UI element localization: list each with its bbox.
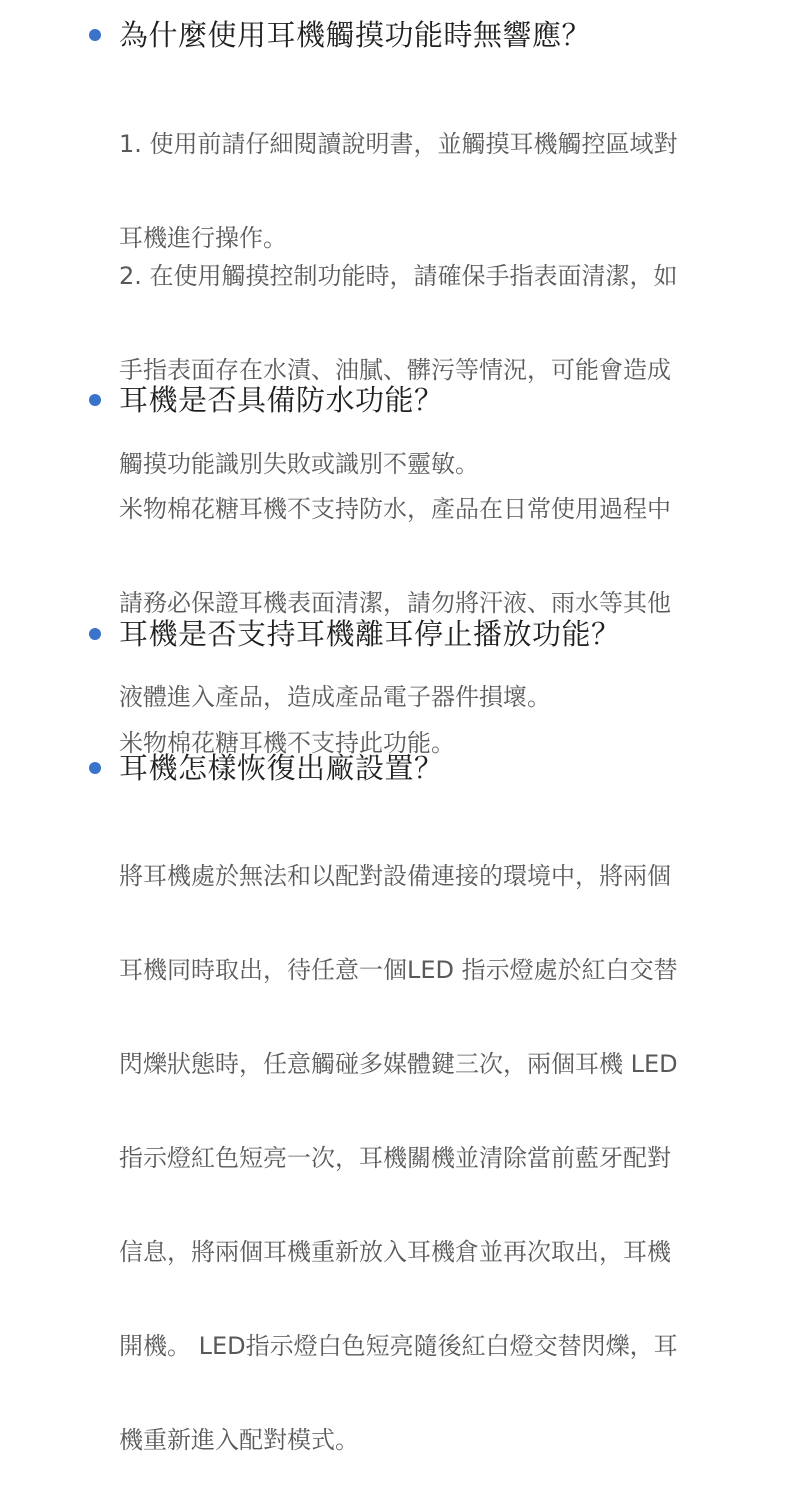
faq-question: 為什麼使用耳機觸摸功能時無響應？ <box>119 18 592 52</box>
answer-line: 耳機進行操作。 <box>119 224 287 252</box>
answer-line: 2. 在使用觸摸控制功能時，請確保手指表面清潔，如 <box>119 262 678 290</box>
bullet-dot-icon <box>89 29 101 41</box>
faq-question-row <box>0 12 800 58</box>
faq-answer-paragraph <box>119 806 729 1511</box>
answer-line: 閃爍狀態時，任意觸碰多媒體鍵三次，兩個耳機 LED <box>119 1050 678 1078</box>
answer-line: 1. 使用前請仔細閱讀說明書，並觸摸耳機觸控區域對 <box>119 130 678 158</box>
faq-answer-paragraph <box>119 673 729 814</box>
faq-question: 耳機是否支持耳機離耳停止播放功能？ <box>119 617 621 651</box>
answer-line: 請務必保證耳機表面清潔，請勿將汗液、雨水等其他 <box>119 589 671 617</box>
answer-line: 手指表面存在水漬、油膩、髒污等情況，可能會造成 <box>119 356 671 384</box>
faq-question-row <box>0 377 800 423</box>
answer-line: 米物棉花糖耳機不支持此功能。 <box>119 729 455 757</box>
answer-line: 信息，將兩個耳機重新放入耳機倉並再次取出，耳機 <box>119 1238 671 1266</box>
answer-line: 開機。 LED指示燈白色短亮隨後紅白燈交替閃爍，耳 <box>119 1332 678 1360</box>
answer-line: 指示燈紅色短亮一次，耳機關機並清除當前藍牙配對 <box>119 1144 671 1172</box>
answer-line: 將耳機處於無法和以配對設備連接的環境中，將兩個 <box>119 862 671 890</box>
faq-question: 耳機是否具備防水功能？ <box>119 383 444 417</box>
faq-question-row <box>0 745 800 791</box>
faq-question: 耳機怎樣恢復出廠設置？ <box>119 751 444 785</box>
bullet-dot-icon <box>89 762 101 774</box>
answer-line: 米物棉花糖耳機不支持防水，產品在日常使用過程中 <box>119 495 671 523</box>
faq-question-row <box>0 611 800 657</box>
answer-line: 耳機同時取出，待任意一個LED 指示燈處於紅白交替 <box>119 956 678 984</box>
answer-line: 液體進入產品，造成產品電子器件損壞。 <box>119 683 551 711</box>
bullet-dot-icon <box>89 628 101 640</box>
bullet-dot-icon <box>89 394 101 406</box>
answer-line: 機重新進入配對模式。 <box>119 1426 359 1454</box>
answer-line: 觸摸功能識別失敗或識別不靈敏。 <box>119 450 479 478</box>
